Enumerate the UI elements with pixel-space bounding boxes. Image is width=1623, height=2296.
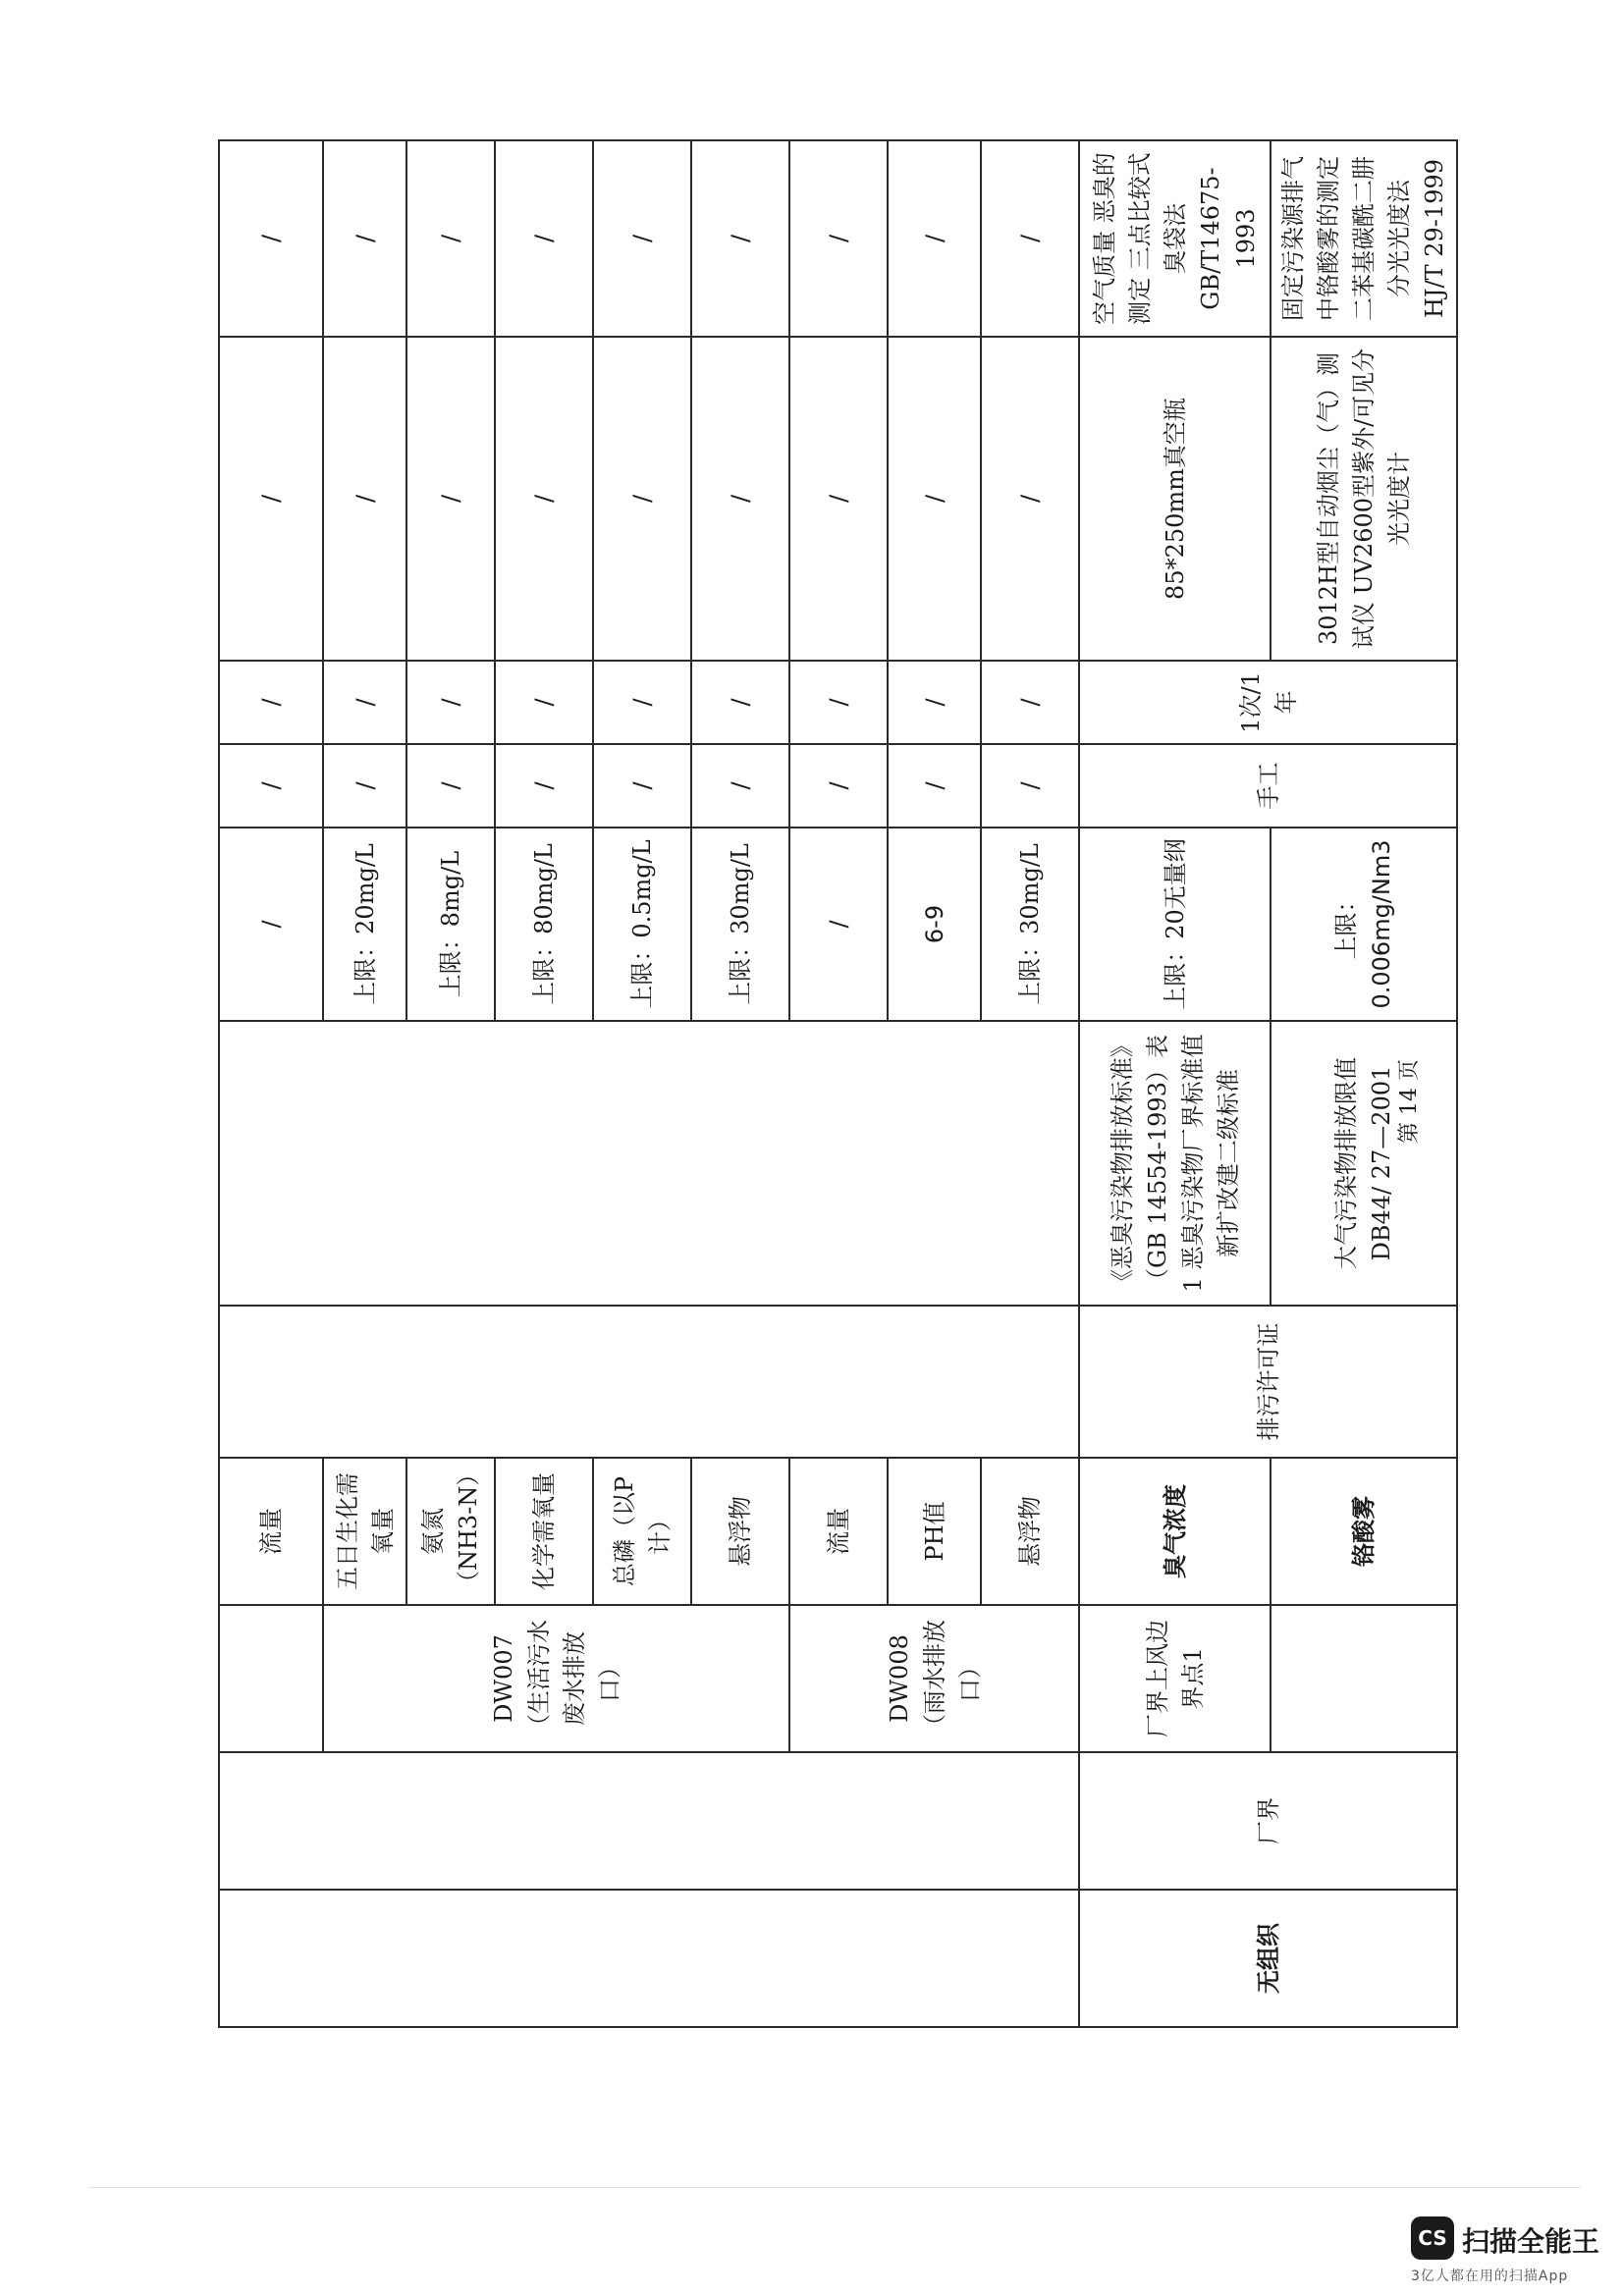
- cell-instrument: /: [789, 337, 888, 661]
- cell-analysis: 固定污染源排气中铬酸雾的测定 二苯基碳酰二肼分光光度法 HJ/T 29-1999: [1271, 140, 1457, 337]
- cell-outlet: DW008（雨水排放口）: [789, 1605, 1079, 1752]
- category-label: 无组织: [1253, 1923, 1282, 1994]
- cell-pollutant: [1079, 1458, 1271, 1605]
- cell-method: /: [219, 744, 323, 828]
- pollutant-label: 臭气浓度: [1160, 1484, 1189, 1578]
- cell-pollutant: 五日生化需氧量: [323, 1458, 406, 1605]
- cell-frequency: /: [406, 661, 495, 744]
- cell-instrument: 3012H型自动烟尘（气）测试仪 UV2600型紫外/可见分光光度计: [1271, 337, 1457, 661]
- cell-instrument: /: [691, 337, 789, 661]
- cell-limit: 上限：20mg/L: [323, 828, 406, 1021]
- cell-method: /: [495, 744, 593, 828]
- cell-limit: /: [789, 828, 888, 1021]
- cell-analysis: /: [789, 140, 888, 337]
- divider: [88, 2187, 1581, 2188]
- cell-analysis: /: [593, 140, 691, 337]
- cell-analysis: /: [981, 140, 1079, 337]
- cell-frequency: /: [888, 661, 981, 744]
- cell-analysis: /: [888, 140, 981, 337]
- cell-analysis: /: [406, 140, 495, 337]
- cell-method: /: [406, 744, 495, 828]
- cell-frequency: 1次/1年: [1079, 661, 1457, 744]
- cell-pollutant: 化学需氧量: [495, 1458, 593, 1605]
- cell-location: 厂界: [1079, 1752, 1457, 1890]
- cell-limit: 上限：8mg/L: [406, 828, 495, 1021]
- cell-instrument: /: [219, 337, 323, 661]
- cell-outlet: DW007（生活污水废水排放口）: [323, 1605, 789, 1752]
- cell-method: 手工: [1079, 744, 1457, 828]
- cell-location: [219, 1752, 1079, 1890]
- cell-instrument: /: [593, 337, 691, 661]
- cell-pollutant: 流量: [219, 1458, 323, 1605]
- table-row: [1271, 140, 1457, 2027]
- cell-method: /: [789, 744, 888, 828]
- cell-limit: /: [219, 828, 323, 1021]
- cell-pollutant: 流量: [789, 1458, 888, 1605]
- scanner-watermark: [1411, 2216, 1607, 2285]
- cell-limit: 上限：30mg/L: [691, 828, 789, 1021]
- cell-method: /: [593, 744, 691, 828]
- cell-standard: 大气污染物排放限值 DB44/ 27—2001: [1271, 1021, 1457, 1306]
- cell-instrument: 85*250mm真空瓶: [1079, 337, 1271, 661]
- cell-instrument: /: [323, 337, 406, 661]
- cell-pollutant: 总磷（以P计）: [593, 1458, 691, 1605]
- table-row: [219, 140, 323, 2027]
- cell-method: /: [888, 744, 981, 828]
- cell-limit: 6-9: [888, 828, 981, 1021]
- cell-category: [1079, 1890, 1457, 2027]
- cell-frequency: /: [789, 661, 888, 744]
- cell-frequency: /: [981, 661, 1079, 744]
- cell-frequency: /: [495, 661, 593, 744]
- cell-category: [219, 1890, 1079, 2027]
- camscanner-logo-icon: CS: [1411, 2216, 1454, 2260]
- cell-limit: 上限：20无量纲: [1079, 828, 1271, 1021]
- cell-analysis: /: [323, 140, 406, 337]
- cell-method: /: [323, 744, 406, 828]
- page-number: 第 14 页: [1397, 1059, 1422, 1144]
- monitoring-table: [218, 139, 1458, 2028]
- cell-analysis: /: [495, 140, 593, 337]
- cell-standard: 《恶臭污染物排放标准》（GB 14554-1993）表1 恶臭污染物厂界标准值新扩改建二级标准: [1079, 1021, 1271, 1306]
- cell-frequency: /: [219, 661, 323, 744]
- cell-limit: 上限：30mg/L: [981, 828, 1079, 1021]
- cell-outlet: [1271, 1605, 1457, 1752]
- pollutant-label: 铬酸雾: [1349, 1496, 1378, 1567]
- app-name: 扫描全能王: [1462, 2225, 1600, 2258]
- cell-pollutant: PH值: [888, 1458, 981, 1605]
- cell-instrument: /: [888, 337, 981, 661]
- cell-limit: 上限：0.006mg/Nm3: [1271, 828, 1457, 1021]
- cell-analysis: 空气质量 恶臭的测定 三点比较式臭袋法 GB/T14675-1993: [1079, 140, 1271, 337]
- cell-instrument: /: [981, 337, 1079, 661]
- cell-standard: [219, 1021, 1079, 1306]
- cell-instrument: /: [495, 337, 593, 661]
- cell-method: /: [691, 744, 789, 828]
- cell-frequency: /: [593, 661, 691, 744]
- cell-instrument: /: [406, 337, 495, 661]
- cell-basis: [219, 1306, 1079, 1458]
- cell-analysis: /: [219, 140, 323, 337]
- cell-pollutant: [1271, 1458, 1457, 1605]
- cell-limit: 上限：80mg/L: [495, 828, 593, 1021]
- cell-limit: 上限：0.5mg/L: [593, 828, 691, 1021]
- cell-outlet: [219, 1605, 323, 1752]
- cell-outlet: 厂界上风边界点1: [1079, 1605, 1271, 1752]
- app-tagline: 3亿人都在用的扫描App: [1411, 2269, 1569, 2284]
- cell-method: /: [981, 744, 1079, 828]
- cell-pollutant: 氨氮（NH3-N）: [406, 1458, 495, 1605]
- cell-analysis: /: [691, 140, 789, 337]
- cell-pollutant: 悬浮物: [691, 1458, 789, 1605]
- table-row: [1079, 140, 1271, 2027]
- cell-basis: 排污许可证: [1079, 1306, 1457, 1458]
- cell-pollutant: 悬浮物: [981, 1458, 1079, 1605]
- cell-frequency: /: [691, 661, 789, 744]
- cell-frequency: /: [323, 661, 406, 744]
